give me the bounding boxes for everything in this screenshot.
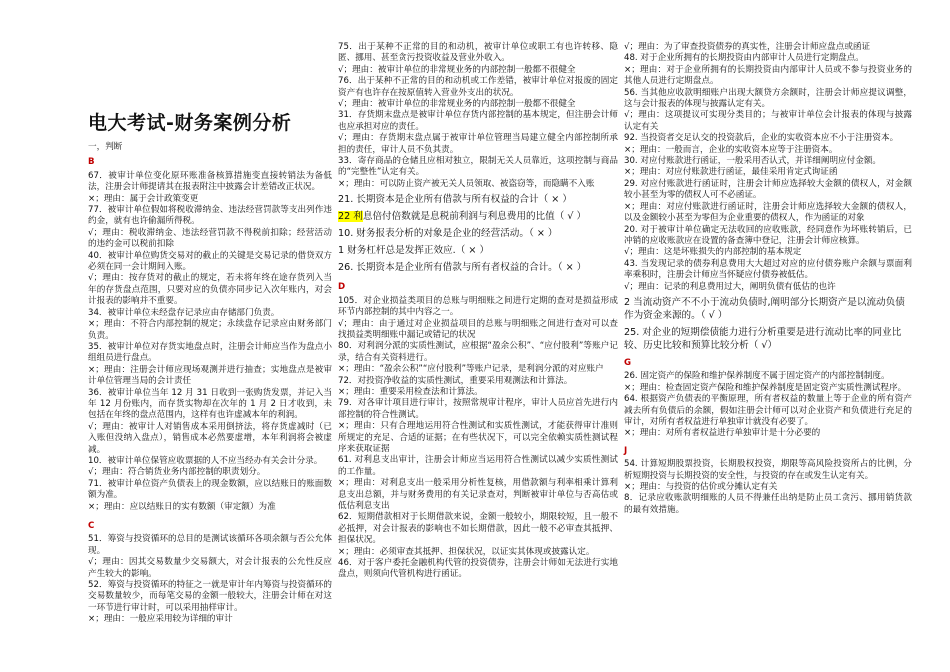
- paragraph: 80．对利润分派的实质性测试，应根据“盈余公积”、“应付股利”等账户记录，结合有关资料进行。: [338, 341, 618, 363]
- paragraph-list: [338, 42, 618, 190]
- paragraph: 56. 当其他应收款明细账户出现大额贷方余额时，注册会计师应提议调整，这与会计报表的体现与披露认定有关。: [624, 87, 912, 110]
- paragraph: 77．被审计单位假如将税收滞纳金、违法经营罚款等支出列作违约金，就有也许偷漏所得税。: [88, 205, 332, 227]
- paragraph: 31．存货期末盘点是被审计单位存货内部控制的基本规定，但注册会计师也应承担对应的责任。: [338, 110, 618, 132]
- paragraph: 33．寄存商品的仓储且应相对独立，限制无关人员靠近，这项控制与商品的“完整性”认定有关。: [338, 156, 618, 178]
- paragraph: 71．被审计单位资产负债表上的现金数额，应以结账日的账面数额为准。: [88, 478, 332, 501]
- paragraph: 52．筹资与投资循环的特征之一就是审计年内筹资与投资循环的交易数量较少，而每笔交易的金额一般较大，注册会计师在对这一环节进行审计时，可以采用抽样审计。: [88, 580, 332, 613]
- paragraph: ×；理由：对利息支出一般采用分析性复核，用借款额与利率相乘计算利息支出总额，并与财务费用的有关记录查对，判断被审计单位与否高估或低估利息支出: [338, 478, 618, 511]
- paragraph: 10．被审计单位保管应收票据的人不应当经办有关会计分录。: [88, 455, 323, 466]
- paragraph: 30. 对应付账款进行函证，一般采用否认式，并详细阐明应付金额。: [624, 156, 882, 167]
- paragraph: 8．记录应收账款明细账的人员不得兼任出纳是防止员工贪污、挪用销货款的最有效措施。: [624, 493, 912, 515]
- paragraph: ×；理由：对所有者权益进行单独审计是十分必要的: [624, 428, 821, 439]
- paragraph: √；理由：为了审查投资债券的真实性，注册会计师应盘点或函证: [624, 42, 871, 52]
- paragraph: 67．被审计单位变化原环账准备核算措施变直接转销法为备低法，注册会计师提请其在报表附注中披露会计差错改正状况。: [88, 170, 332, 193]
- paragraph: 75．出于某种不正常的目的和动机，被审计单位或职工有也许转移、隐匿、挪用、甚至贪污投资收益及营业外收入。: [338, 42, 618, 64]
- paragraph-list: [624, 459, 912, 516]
- judgement-line: 2 当流动资产不不小于流动负债时,阐明部分长期资产是以流动负债作为资金来源的。（ √ ）: [624, 296, 905, 321]
- letter-heading-j: J: [624, 445, 628, 456]
- column-left: [88, 0, 332, 626]
- letter-heading-g: G: [624, 357, 632, 368]
- paragraph: 76．出于某种不正常的目的和动机或工作差错，被审计单位对报废的固定资产有也许存在按原值转入营业外支出的状况。: [338, 76, 618, 98]
- paragraph: √；理由：被审计人对销售成本采用倒挤法，将存货虚减时（已入账但没纳入盘点），销售成本必然要虚增，本年利润将会被虚减。: [88, 421, 332, 455]
- section-heading-judge: 一，判断: [88, 142, 123, 152]
- paragraph: √；理由：税收滞纳金、违法经营罚款不得税前扣除；经营活动的违约金可以税前扣除: [88, 227, 332, 250]
- paragraph: √；理由：符合销货业务内部控制的职责划分。: [88, 467, 266, 478]
- paragraph: ×；理由：对于企业所拥有的长期投资由内部审计人员或不参与投资业务的其他人员进行定期盘点。: [624, 64, 912, 87]
- paragraph: √；理由：由于通过对企业损益项目的总账与明细账之间进行查对可以查找损益类明细账中漏记或错记的状况: [338, 318, 618, 340]
- highlight-mark: 22 利: [338, 211, 363, 223]
- paragraph: 34．被审计单位未经盘存记录应由存储部门负责。: [88, 307, 280, 318]
- paragraph: ×；理由：不符合内部控制的规定；永续盘存记录应由财务部门负责。: [88, 319, 332, 341]
- paragraph: √；理由：按存货对的截止的规定，若未将年终在途存货列入当年的存货盘点范围，只要对应的负债亦同步记入次年账内，对会计报表的影响并不重要。: [88, 273, 332, 307]
- paragraph: 40．被审计单位购货交易对的截止的关键是交易记录的借贷双方必须在同一会计期间入账。: [88, 250, 332, 273]
- paragraph: 51．筹资与投资循环的总目的是测试该循环各项余额与否公允体现。: [88, 534, 332, 556]
- paragraph: 35．被审计单位对存货实地盘点时，注册会计师应当作为盘点小组组员进行盘点。: [88, 341, 332, 364]
- paragraph: ×；理由：注册会计师应现场观测并进行抽查；实地盘点是被审计单位管理当局的会计责任: [88, 364, 332, 387]
- judgement-line: 10. 财务报表分析的对象是企业的经营活动。（ × ）: [338, 228, 558, 240]
- paragraph: ×；理由：检查固定资产保险和维护保养制度是固定资产实质性测试程序。: [624, 382, 907, 393]
- paragraph: 62．短期借款相对于长期借款来说，金额一般较小，期限较短，且一般不必抵押，对会计报表的影响也不如长期借款，因此一般不必审查其抵押、担保状况。: [338, 512, 618, 546]
- paragraph: 92. 当投资者交足认交的投资款后，企业的实收资本应不小于注册资本。: [624, 133, 899, 144]
- paragraph-list: [88, 171, 332, 513]
- paragraph: 72．对投资净收益的实质性测试，重要采用观测法和计算法。: [338, 375, 573, 386]
- paragraph: ×；理由：应以结账日的实有数额（审定额）为准: [88, 501, 276, 512]
- column-middle: [338, 42, 618, 581]
- paragraph: ×；理由：“盈余公积”“应付股利”等账户记录，是利润分派的对应账户: [338, 364, 604, 375]
- judgement-line: 26. 长期资本是企业所有借款与所有者权益的合计。（ × ）: [338, 262, 587, 274]
- paragraph: 61. 对利息支出审计，注册会计师应当运用符合性测试以减少实质性测试的工作量。: [338, 455, 618, 477]
- paragraph: 105．对企业损益类项目的总账与明细账之间进行定期的查对是损益形成环节内部控制的其中内容之一。: [338, 295, 618, 318]
- paragraph: √；理由：因其交易数量少交易额大，对会计报表的公允性反应产生较大的影响。: [88, 557, 332, 579]
- letter-heading-d: D: [338, 282, 346, 293]
- paragraph: 36．被审计单位当年 12 月 31 日收到一张购货发票，并记入当年 12 月份账内，而存货实物却在次年的 1 月 2 日才收到，未包括在年终的盘点范围内，这样有也许虚减本年的利润。: [88, 387, 332, 421]
- judgement-line: 21. 长期资本是企业所有借款与所有权益的合计（ × ）: [338, 194, 572, 206]
- paragraph: 48. 对于企业所拥有的长期投资由内部审计人员进行定期盘点。: [624, 53, 864, 64]
- page-title: 电大考试-财务案例分析: [88, 112, 292, 134]
- paragraph: √；理由：被审计单位的非常规业务的内部控制一般都不很健全: [338, 99, 576, 110]
- paragraph: ×；理由：重要采用检查法和计算法。: [338, 386, 483, 397]
- paragraph: 54. 计算短期股票投资，长期股权投资，期限等高风险投资所占的比例，分析短期投资与长期投资的安全性，与投资的存在或发生认定有关。: [624, 459, 912, 481]
- paragraph: 79．对各审计项目进行审计，按照常规审计程序，审计人员应首先进行内部控制的符合性测试。: [338, 398, 618, 420]
- paragraph: 26. 固定资产的保险和维护保养制度不属于固定资产的内部控制制度。: [624, 371, 890, 382]
- judgement-line: 25. 对企业的短期偿债能力进行分析重要是进行流动比率的同业比较、历史比较和预算比较分析（ √）: [624, 326, 902, 351]
- paragraph: ×；理由：可以防止资产被无关人员领取、被盗窃等，而隐瞒不入账: [338, 178, 595, 189]
- paragraph: 64. 根据资产负债表的平衡原理，所有者权益的数量上等于企业的所有资产减去所有负债后的余额，假如注册会计师可以对企业资产和负债进行充足的审计，对所有者权益进行单独审计就没有必要了。: [624, 394, 912, 427]
- paragraph-list: [624, 42, 912, 293]
- paragraph: √；理由：这是坏账损失的内部控制的基本规定: [624, 247, 802, 258]
- paragraph: √；理由：存货期末盘点属于被审计单位管理当局建立健全内部控制所承担的责任，审计人员不负其责。: [338, 133, 618, 155]
- judgement-line: [338, 210, 618, 223]
- top-spacer: [88, 0, 332, 112]
- paragraph: ×；理由：属于会计政策变更: [88, 193, 199, 204]
- paragraph: 46．对于客户委托金融机构代管的投资债券，注册会计师如无法进行实地盘点，则须向代管机构进行函证。: [338, 558, 618, 580]
- column-right: [624, 42, 912, 516]
- paragraph: 29. 对应付账款进行函证时，注册会计师应选择较大金额的债权人，对金额较小甚至为零的债权人可不必函证。: [624, 178, 912, 201]
- paragraph: √；理由：被审计单位的非常规业务的内部控制一般都不很健全: [338, 64, 576, 75]
- letter-heading-c: C: [88, 521, 95, 531]
- paragraph: √；理由：记录的利息费用过大，阐明负债有低估的也许: [624, 281, 836, 292]
- paragraph: √；理由：这项提议可实现分类目的；与被审计单位会计报表的体现与披露认定有关: [624, 110, 912, 132]
- paragraph: ×；理由：对应付账款进行函证时，注册会计师应选择较大金额的债权人，以及金额较小甚至为零但为企业重要的债权人，作为函证的对象: [624, 201, 912, 224]
- paragraph: ×；理由：必须审查其抵押、担保状况，以证实其体现或披露认定。: [338, 546, 595, 557]
- paragraph-list: [88, 534, 332, 625]
- paragraph: ×；理由：一般应采用较为详细的审计: [88, 614, 233, 625]
- paragraph: ×；理由：只有合理地运用符合性测试和实质性测试，才能获得审计准则所规定的充足、合适的证据；在有些状况下，可以完全依赖实质性测试程序来获取证据: [338, 421, 618, 454]
- paragraph: 43. 当发现记录的债券利息费用大大超过对应的应付债券账户余额与票面利率乘积时，注册会计师应当怀疑应付债券被低估。: [624, 258, 912, 281]
- paragraph: ×；理由：一般而言，企业的实收资本应等于注册资本。: [624, 144, 838, 155]
- letter-heading-b: B: [88, 157, 95, 168]
- paragraph-list: [338, 296, 618, 581]
- judgement-line: 1 财务杠杆总是发挥正效应.（ × ）: [338, 245, 490, 257]
- paragraph: ×；理由：对应付账款进行函证，最佳采用肯定式询证函: [624, 167, 838, 178]
- paragraph-list: [624, 371, 912, 439]
- paragraph: 20. 对于被审计单位确定无法收回的应收账款，经同意作为坏账转销后，已冲销的应收账款应在设置的备查簿中登记，注册会计师应核算。: [624, 224, 912, 246]
- paragraph: ×；理由：与投资的估价或分摊认定有关: [624, 482, 778, 492]
- judgement-text: 息倍付倍数就是息税前利润与利息费用的比值（ √ ）: [362, 211, 587, 223]
